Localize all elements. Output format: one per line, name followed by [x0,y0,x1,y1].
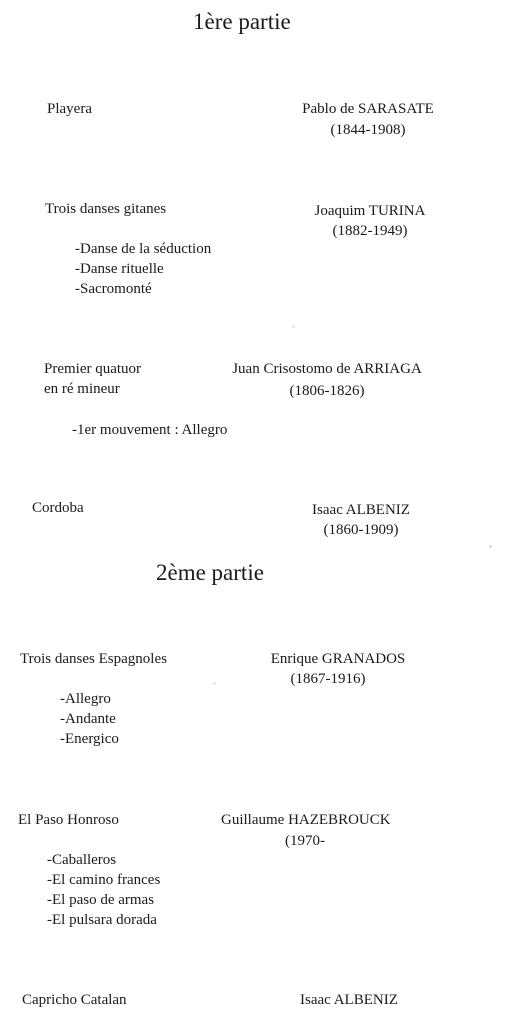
scan-speck [489,545,492,548]
composer-name: Isaac ALBENIZ [300,992,398,1008]
piece-title: El Paso Honroso [18,812,119,828]
scan-speck [213,682,216,685]
scan-speck [292,325,295,328]
movement-item: -El camino frances [47,872,161,888]
movement-item: -El pulsara dorada [47,912,157,928]
composer-dates: (1970- [285,833,325,849]
composer-name: Guillaume HAZEBROUCK [221,812,391,828]
composer-name: Isaac ALBENIZ [312,502,410,518]
composer-name: Juan Crisostomo de ARRIAGA [232,361,422,377]
part2-heading: 2ème partie [156,560,264,585]
piece-title: Premier quatuor [44,361,142,377]
movement-item: -El paso de armas [47,892,155,908]
movement-item: -Caballeros [47,852,117,868]
movement-item: -Allegro [60,691,111,707]
composer-dates: (1882-1949) [332,223,408,239]
piece-title: Playera [47,101,92,117]
movement-item: -Danse de la séduction [75,241,212,257]
piece-title: Cordoba [32,500,84,516]
composer-dates: (1860-1909) [323,522,399,538]
composer-dates: (1844-1908) [330,122,406,138]
composer-dates: (1806-1826) [289,383,365,399]
composer-dates: (1867-1916) [290,671,366,687]
movement-item: -Danse rituelle [75,261,164,277]
composer-name: Pablo de SARASATE [302,101,434,117]
piece-title: Trois danses Espagnoles [20,651,167,667]
movement-item: -Andante [60,711,116,727]
composer-name: Enrique GRANADOS [270,651,406,667]
part1-heading: 1ère partie [193,9,291,34]
movement-item: -1er mouvement : Allegro [72,422,228,438]
movement-item: -Sacromonté [75,281,152,297]
piece-title: Capricho Catalan [22,992,127,1008]
composer-name: Joaquim TURINA [314,203,426,219]
movement-item: -Energico [60,731,119,747]
piece-title: Trois danses gitanes [45,201,167,217]
piece-title: en ré mineur [44,381,120,397]
